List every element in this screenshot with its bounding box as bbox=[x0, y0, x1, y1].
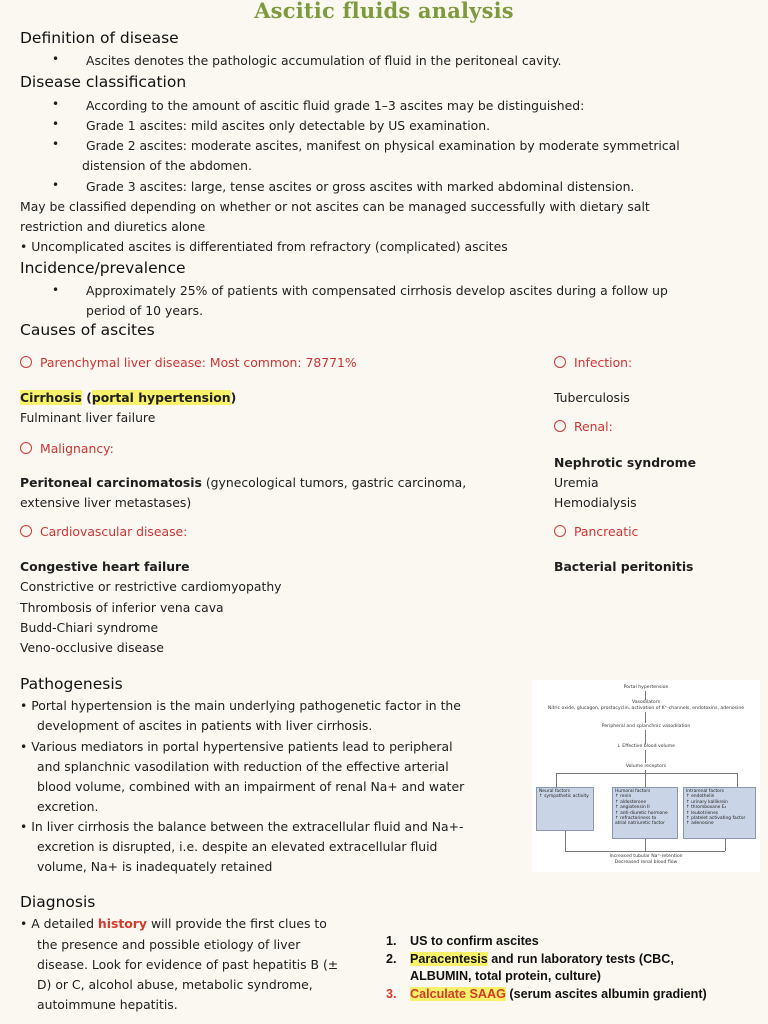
diagnosis-step-2: Paracentesis and run laboratory tests (CBC, bbox=[410, 952, 674, 966]
diagnosis-step-2-cont: ALBUMIN, total protein, culture) bbox=[410, 969, 601, 983]
diagnosis-line: disease. Look for evidence of past hepatitis B (± bbox=[37, 957, 339, 972]
bullet-icon: • bbox=[52, 137, 60, 151]
classification-item: Grade 2 ascites: moderate ascites, manifest on physical examination by moderate symmetrical bbox=[86, 138, 680, 153]
renal-item: Hemodialysis bbox=[554, 495, 637, 510]
diagnosis-line: autoimmune hepatitis. bbox=[37, 997, 178, 1012]
diagram-arrow bbox=[645, 691, 646, 700]
diagnosis-step-3: Calculate SAAG (serum ascites albumin gradient) bbox=[410, 987, 707, 1001]
diagnosis-step-number: 3. bbox=[386, 987, 397, 1001]
cardio-item: Congestive heart failure bbox=[20, 559, 190, 574]
diagram-arrow bbox=[645, 730, 646, 744]
history-keyword: history bbox=[97, 916, 147, 931]
pathogenesis-line: blood volume, combined with an impairment of renal Na+ and water bbox=[37, 779, 465, 794]
diagram-neural-box: Neural factors ↑ sympathetic activity bbox=[536, 787, 594, 831]
pathogenesis-line: excretion is disrupted, i.e. despite an elevated extracellular fluid bbox=[37, 839, 438, 854]
bullet-icon: • bbox=[52, 117, 60, 131]
diagnosis-line: D) or C, alcohol abuse, metabolic syndrome, bbox=[37, 977, 313, 992]
cause-infection: Infection: bbox=[554, 355, 632, 370]
classification-item-cont: distension of the abdomen. bbox=[82, 158, 252, 173]
diagram-receptors: Volume receptors bbox=[625, 764, 667, 769]
diagram-humoral-box: Humoral factors ↑ renin ↑ aldosterone ↑ angiotensin II ↑ anti-diuretic hormone ↑ refractoriness to atrial natriuretic factor bbox=[612, 787, 678, 839]
circle-bullet-icon bbox=[554, 356, 566, 368]
bullet-icon: • bbox=[52, 178, 60, 192]
causes-heading: Causes of ascites bbox=[20, 321, 155, 339]
diagnosis-line: the presence and possible etiology of liver bbox=[37, 937, 301, 952]
diagram-result-1: Increased tubular Na⁺-retention bbox=[609, 854, 683, 859]
incidence-heading: Incidence/prevalence bbox=[20, 259, 186, 277]
pathogenesis-line: volume, Na+ is inadequately retained bbox=[37, 859, 273, 874]
diagram-connector bbox=[565, 831, 566, 851]
diagram-peripheral: Peripheral and splanchnic vasodilation bbox=[601, 724, 691, 729]
classification-item: Grade 3 ascites: large, tense ascites or gross ascites with marked abdominal distension. bbox=[86, 179, 635, 194]
pancreatic-item: Bacterial peritonitis bbox=[554, 559, 694, 574]
page-title: Ascitic fluids analysis bbox=[254, 0, 514, 23]
circle-bullet-icon bbox=[554, 525, 566, 537]
cause-cardio: Cardiovascular disease: bbox=[20, 524, 187, 539]
pathogenesis-heading: Pathogenesis bbox=[20, 675, 123, 693]
malignancy-text: Peritoneal carcinomatosis (gynecological tumors, gastric carcinoma, bbox=[20, 475, 467, 490]
diagram-effective: ↓ Effective blood volume bbox=[616, 744, 676, 749]
diagnosis-step-number: 2. bbox=[386, 952, 397, 966]
pathogenesis-line: excretion. bbox=[37, 799, 99, 814]
cardio-item: Thrombosis of inferior vena cava bbox=[20, 600, 224, 615]
classification-note: • Uncomplicated ascites is differentiated from refractory (complicated) ascites bbox=[20, 239, 508, 254]
pathogenesis-line: and splanchnic vasodilation with reduction of the effective arterial bbox=[37, 759, 449, 774]
circle-bullet-icon bbox=[20, 525, 32, 537]
classification-item: According to the amount of ascitic fluid grade 1–3 ascites may be distinguished: bbox=[86, 98, 585, 113]
pathogenesis-line: • In liver cirrhosis the balance between the extracellular fluid and Na+- bbox=[20, 819, 464, 834]
bullet-icon: • bbox=[52, 52, 60, 66]
diagnosis-line: • A detailed history will provide the first clues to bbox=[20, 916, 327, 931]
classification-item: Grade 1 ascites: mild ascites only detectable by US examination. bbox=[86, 118, 491, 133]
cause-parenchymal: Parenchymal liver disease: Most common: 78771% bbox=[20, 355, 357, 370]
infection-item: Tuberculosis bbox=[554, 390, 630, 405]
diagram-connector bbox=[645, 770, 646, 787]
diagnosis-heading: Diagnosis bbox=[20, 893, 96, 911]
diagram-connector bbox=[565, 851, 725, 852]
diagram-intrarenal-box: Intrarenal factors ↑ endothelin ↑ urinary kallikrein ↑ thromboxane E₂ ↑ leukotrienes ↑ platelet activating factor ↑ adenosine bbox=[683, 787, 756, 839]
diagram-connector bbox=[556, 773, 557, 787]
diagram-portal: Portal hypertension bbox=[623, 685, 669, 690]
classification-paragraph-cont: restriction and diuretics alone bbox=[20, 219, 206, 234]
classification-paragraph: May be classified depending on whether or not ascites can be managed successfully with dietary salt bbox=[20, 199, 650, 214]
pathogenesis-line: development of ascites in patients with liver cirrhosis. bbox=[37, 718, 373, 733]
classification-heading: Disease classification bbox=[20, 73, 187, 91]
pathogenesis-line: • Various mediators in portal hypertensive patients lead to peripheral bbox=[20, 739, 453, 754]
diagram-connector bbox=[645, 839, 646, 851]
pathogenesis-line: • Portal hypertension is the main underlying pathogenetic factor in the bbox=[20, 698, 461, 713]
renal-item: Uremia bbox=[554, 475, 599, 490]
diagram-vasodilators: Vasodilators bbox=[632, 700, 660, 705]
cause-renal: Renal: bbox=[554, 419, 613, 434]
diagnosis-step-1: US to confirm ascites bbox=[410, 934, 539, 948]
cause-pancreatic: Pancreatic bbox=[554, 524, 638, 539]
definition-text: Ascites denotes the pathologic accumulation of fluid in the peritoneal cavity. bbox=[86, 53, 562, 68]
diagram-result-2: Decreased renal blood flow bbox=[614, 860, 678, 865]
diagram-connector bbox=[556, 773, 737, 774]
definition-heading: Definition of disease bbox=[20, 29, 179, 47]
diagram-arrow bbox=[645, 750, 646, 763]
bullet-icon: • bbox=[52, 97, 60, 111]
circle-bullet-icon bbox=[20, 356, 32, 368]
cardio-item: Veno-occlusive disease bbox=[20, 640, 164, 655]
cause-malignancy: Malignancy: bbox=[20, 441, 114, 456]
incidence-text-cont: period of 10 years. bbox=[86, 303, 204, 318]
cardio-item: Budd-Chiari syndrome bbox=[20, 620, 159, 635]
renal-item: Nephrotic syndrome bbox=[554, 455, 696, 470]
diagram-connector bbox=[737, 773, 738, 787]
bullet-icon: • bbox=[52, 283, 60, 297]
pathogenesis-diagram bbox=[532, 680, 760, 872]
cardio-item: Constrictive or restrictive cardiomyopathy bbox=[20, 579, 282, 594]
diagnosis-step-number: 1. bbox=[386, 934, 397, 948]
diagram-vaso-list: Nitric oxide, glucagon, prostacyclin, activation of K⁺-channels, endotoxins, adenosine bbox=[547, 706, 745, 711]
cause-fulminant: Fulminant liver failure bbox=[20, 410, 156, 425]
diagram-connector bbox=[725, 839, 726, 851]
malignancy-text-cont: extensive liver metastases) bbox=[20, 495, 192, 510]
circle-bullet-icon bbox=[20, 442, 32, 454]
diagram-arrow bbox=[645, 712, 646, 723]
incidence-text: Approximately 25% of patients with compensated cirrhosis develop ascites during a follow up bbox=[86, 283, 668, 298]
circle-bullet-icon bbox=[554, 420, 566, 432]
cause-cirrhosis: Cirrhosis (portal hypertension) bbox=[20, 390, 237, 405]
